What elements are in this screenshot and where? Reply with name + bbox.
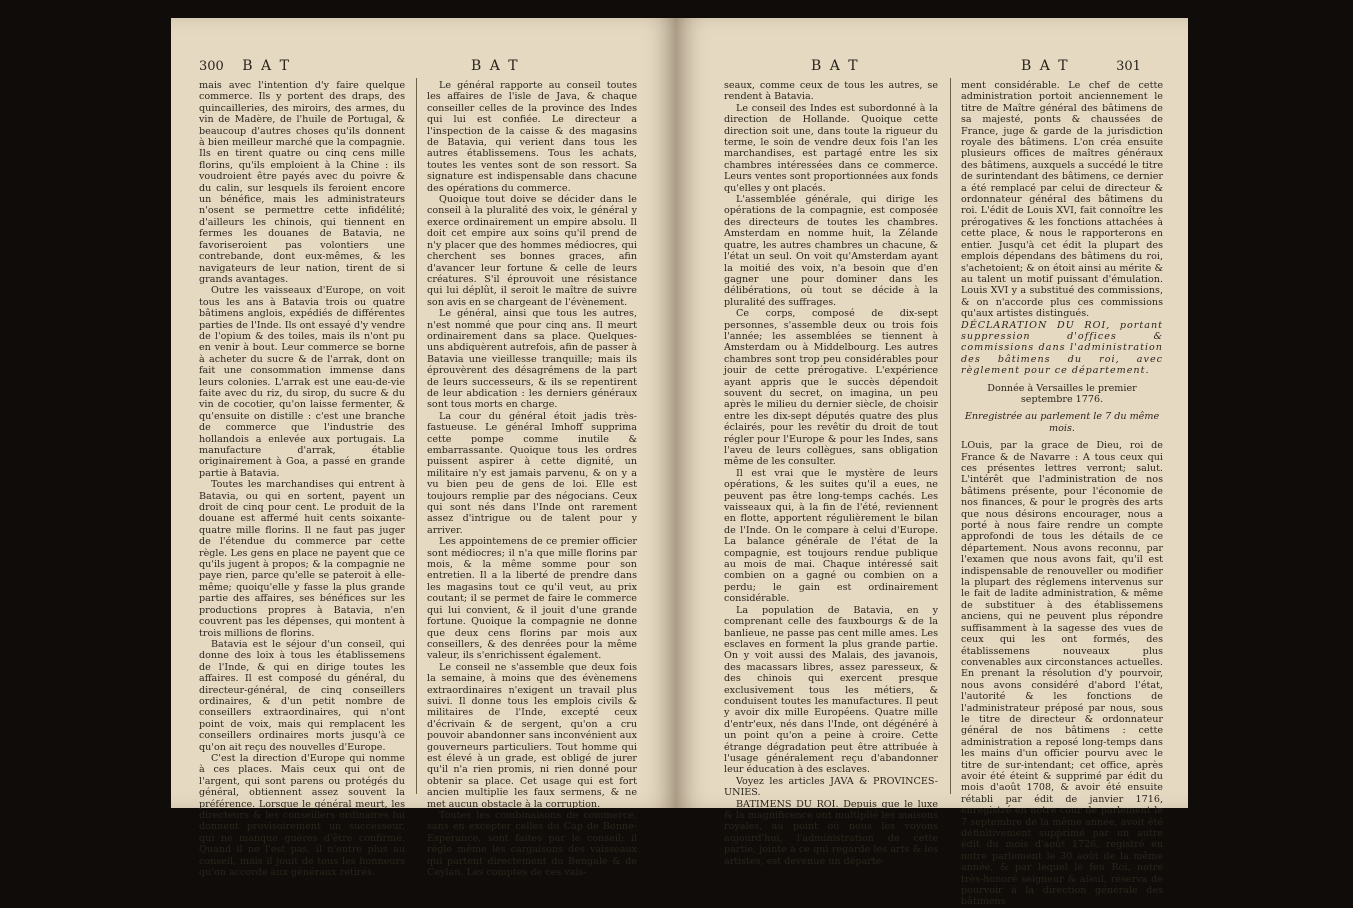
right-page-column-2 [961,80,1163,908]
paragraph: Toutes les marchandises qui entrent à Batavia, ou qui en sortent, payent un droit de cinq pour cent. Le produit de la douane est affermé huit cents soixante-quatre mille florins. Il ne faut pas juger de l'étendue du commerce par cette règle. Les gens en place ne payent que ce qu'ils jugent à propos; & la compagnie ne paye rien, parce qu'elle se pateroit à elle-même; quoiqu'elle y fasse la plus grande partie des affaires, ses bénéfices sur les productions propres à Batavia, n'en couvrent pas les dépenses, qui montent à trois millions de florins. [199,479,405,639]
paragraph: Les appointemens de ce premier officier sont médiocres; il n'a que mille florins par mois, & la même somme pour son entretien. Il a la liberté de prendre dans les magasins tout ce qu'il veut, au prix coutant; il se permet de faire le commerce qui lui convient, & il jouit d'une grande fortune. Quoique la compagnie ne donne que deux cens florins par mois aux conseillers, & des denrées pour la même valeur, ils s'enrichissent également. [427,536,637,662]
paragraph: La cour du général étoit jadis très-fastueuse. Le général Imhoff supprima cette pompe comme inutile & embarrassante. Quoique tous les ordres puissent aspirer à cette dignité, un militaire n'y est jamais parvenu, & on y a vu bien peu de gens de loi. Elle est toujours remplie par des négocians. Ceux qui sont nés dans l'Inde ont rarement assez d'intrigue ou de talent pour y arriver. [427,410,637,536]
left-page-header-left [199,58,291,74]
paragraph: Outre les vaisseaux d'Europe, on voit tous les ans à Batavia trois ou quatre bâtimens anglois, expédiés de différentes parties de l'Inde. Ils ont essayé d'y vendre de l'opium & des toiles, mais ils n'ont pu en venir à bout. Leur commerce se borne à acheter du sucre & de l'arrak, dont on fait une consommation immense dans leurs colonies. L'arrak est une eau-de-vie faite avec du riz, du sirop, du sucre & du vin de cocotier, qu'on laisse fermenter, & qu'ensuite on distille : c'est une branche de commerce que l'industrie des hollandois a enlevée aux portugais. La manufacture d'arrak, établie originairement à Goa, a passé en grande partie à Batavia. [199,285,405,479]
declaration-date: Donnée à Versailles le premier septembre 1776. [987,382,1137,405]
paragraph: C'est la direction d'Europe qui nomme à ces places. Mais ceux qui ont de l'argent, qui sont parens ou protégés du général, obtiennent assez souvent la préférence. Lorsque le général meurt, les directeurs & les conseillers ordinaires lui donnent provisoirement un successeur, qui ne manque guères d'être confirmé. Quand il ne l'est pas, il n'entre plus au conseil, mais il jouit de tous les honneurs qu'on accorde aux généraux retirés. [199,752,405,879]
left-header-word-1: B A T [242,58,291,74]
paragraph: Il est vrai que le mystère de leurs opérations, & les suites qu'il a eues, ne peuvent pas être long-temps cachés. Les vaisseaux qui, à la fin de l'été, reviennent en flotte, apportent régulièrement le bilan de l'Inde. On le compare à celui d'Europe. La balance générale de l'état de la compagnie, est toujours rendue publique au mois de mai. Chaque intéressé sait combien on a gagné ou combien on a perdu; le gain est ordinairement considérable. [724,467,938,605]
paragraph: Le conseil des Indes est subordonné à la direction de Hollande. Quoique cette direction soit une, dans toute la rigueur du terme, le soin de vendre deux fois l'an les marchandises, est partagé entre les six chambres intéressées dans ce commerce. Leurs ventes sont proportionnées aux fonds qu'elles y ont placés. [724,102,938,194]
paragraph: Quoique tout doive se décider dans le conseil à la pluralité des voix, le général y exerce ordinairement un empire absolu. Il doit cet empire aux soins qu'il prend de n'y placer que des hommes médiocres, qui cherchent ses bonnes graces, afin d'avancer leur fortune & celle de leurs créatures. S'il éprouvoit une résistance qui lui déplût, il seroit le maître de suivre son avis en se chargeant de l'évènement. [427,194,637,308]
registration-note: Enregistrée au parlement le 7 du même mois. [964,411,1160,434]
paragraph: L'assemblée générale, qui dirige les opérations de la compagnie, est composée des directeurs de toutes les chambres. Amsterdam en nomme huit, la Zélande quatre, les autres chambres un chacune, & l'état un seul. On voit qu'Amsterdam ayant la moitié des voix, n'a besoin que d'en gagner une pour dominer dans les délibérations, où tout se décide à la pluralité des suffrages. [724,194,938,308]
right-page [676,18,1188,908]
column-divider [950,78,951,794]
right-page-header-left: B A T [811,58,860,74]
left-page-column-2 [427,80,637,879]
paragraph: Ce corps, composé de dix-sept personnes, s'assemble deux ou trois fois l'année; les assemblées se tiennent à Amsterdam ou à Middelbourg. Les autres chambres sont trop peu considérables pour jouir de cette prérogative. L'expérience ayant appris que le succès dépendoit souvent du secret, on imagina, un peu après le milieu du dernier siècle, de choisir entre les dix-sept députés quatre des plus éclairés, pour les revêtir du droit de tout régler pour l'Europe & pour les Indes, sans l'aveu de leurs collègues, sans obligation même de les consulter. [724,308,938,468]
right-page-column-1 [724,80,938,867]
declaration-heading: DÉCLARATION DU ROI, portant suppression d'offices & commissions dans l'administration des bâtimens du roi, avec règlement pour ce département. [961,319,1163,377]
paragraph: Le conseil ne s'assemble que deux fois la semaine, à moins que des évènemens extraordinaires n'exigent un travail plus suivi. Il donne tous les emplois civils & militaires de l'Inde, excepté ceux d'écrivain & de sergent, qu'on a cru pouvoir abandonner sans inconvénient aux gouverneurs particuliers. Tout homme qui est élevé à un grade, est obligé de jurer qu'il n'a rien promis, ni rien donné pour obtenir sa place. Cet usage qui est fort ancien multiplie les faux sermens, & ne met aucun obstacle à la corruption. [427,661,637,810]
left-page-header-right: B A T [471,58,520,74]
left-page [171,18,676,879]
paragraph: BATIMENS DU ROI. Depuis que le luxe & la magnificence ont multiplié les maisons royales, au point où nous les voyons aujourd'hui, l'administration de cette partie, jointe à ce qui regarde les arts & les artistes, est devenue un départe- [724,798,938,867]
left-page-number: 300 [199,59,224,74]
right-page-header-right [1021,58,1141,74]
paragraph: Le général rapporte au conseil toutes les affaires de l'isle de Java, & chaque conseiller celles de la province des Indes qui lui est confiée. Le directeur a l'inspection de la caisse & des magasins de Batavia, qui verient dans tous les autres établissemens. Tous les achats, toutes les ventes sont de son ressort. Sa signature est indispensable dans chacune des opérations du commerce. [427,80,637,194]
right-page-number: 301 [1116,59,1141,74]
paragraph: Le général, ainsi que tous les autres, n'est nommé que pour cinq ans. Il meurt ordinairement dans sa place. Quelques-uns abdiquèrent autrefois, afin de passer à Batavia une vieillesse tranquille; mais ils éprouvèrent des désagrémens de la part de leurs successeurs, & ils se repentirent de leur abdication : les derniers généraux sont tous morts en charge. [427,308,637,411]
right-header-word-2: B A T [1021,58,1070,74]
paragraph: Batavia est le séjour d'un conseil, qui donne des loix à tous les établissemens de l'Inde, & qui en dirige toutes les affaires. Il est composé du général, du directeur-général, de cinq conseillers ordinaires, & d'un petit nombre de conseillers extraordinaires, qui n'ont point de voix, mais qui remplacent les conseillers ordinaires morts jusqu'à ce qu'on ait reçu des nouvelles d'Europe. [199,638,405,753]
paragraph: La population de Batavia, en y comprenant celle des fauxbourgs & de la banlieue, ne passe pas cent mille ames. Les esclaves en forment la plus grande partie. On y voit aussi des Malais, des javanois, des macassars libres, assez paresseux, & des chinois qui exercent presque exclusivement tous les métiers, & conduisent toutes les manufactures. Il peut y avoir dix mille Européens. Quatre mille d'entr'eux, nés dans l'Inde, ont dégénéré à un point qu'on a peine à croire. Cette étrange dégradation peut être attribuée à l'usage généralement reçu d'abandonner leur éducation à des esclaves. [724,604,938,776]
paragraph: Toutes les combinaisons de commerce, sans en excepter celles du Cap de Bonne-Espérance, sont faites par le conseil; il règle même les cargaisons des vaisseaux qui partent directement du Bengale & de Ceylan. Les comptes de ces vais- [427,810,637,879]
paragraph: Voyez les articles JAVA & PROVINCES-UNIES. [724,775,938,799]
left-page-column-1 [199,80,405,879]
paragraph: seaux, comme ceux de tous les autres, se rendent à Batavia. [724,80,938,103]
paragraph: mais avec l'intention d'y faire quelque commerce. Ils y portent des draps, des quincailleries, des miroirs, des armes, du vin de Madère, de l'huile de Portugal, & beaucoup d'autres choses qu'ils donnent à bien meilleur marché que la compagnie. Ils en tirent quatre ou cinq cens mille florins, qu'ils emploient à la Chine : ils voudroient être payés avec du poivre & du calin, sur lesquels ils feroient encore un bénéfice, mais les administrateurs n'osent se permettre cette infidélité; d'ailleurs les chinois, qui tiennent en fermes les douanes de Batavia, ne favoriseroient pas volontiers une contrebande, dont eux-mêmes, & les navigateurs de leur nation, tirent de si grands avantages. [199,80,405,285]
paragraph: ment considérable. Le chef de cette administration portoit anciennement le titre de Maître général des bâtimens de sa majesté, ponts & chaussées de France, juge & garde de la jurisdiction royale des bâtimens. L'on créa ensuite plusieurs offices de maîtres généraux des bâtimens, auxquels a succédé le titre de surintendant des bâtimens, ce dernier a été remplacé par celui de directeur & ordonnateur général des bâtimens du roi. L'édit de Louis XVI, fait connoître les prérogatives & les fonctions attachées à cette place, & nous le rapporterons en entier. Jusqu'à cet édit la plupart des emplois dépendans des bâtimens du roi, s'achetoient; & on étoit ainsi au mérite & au talent un motif puissant d'émulation. Louis XVI y a substitué des commissions, & on n'accorde plus ces commissions qu'aux artistes distingués. [961,80,1163,320]
column-divider [416,78,417,794]
paragraph: LOuis, par la grace de Dieu, roi de France & de Navarre : A tous ceux qui ces présentes lettres verront; salut. L'intérêt que l'administration de nos bâtimens présente, pour l'économie de nos finances, & pour le progrès des arts que nous désirons encourager, nous a porté à nous faire rendre un compte approfondi de tous les détails de ce département. Nous avons reconnu, par l'examen que nous avons fait, qu'il est indispensable de renouveller ou modifier la plupart des réglemens intervenus sur le fait de ladite administration, & même de substituer à des établissemens anciens, qui ne peuvent plus répondre suffisamment à la sagesse des vues de ceux qui les ont formés, des établissemens nouveaux plus convenables aux circonstances actuelles. En prenant la résolution d'y pourvoir, nous avons considéré d'abord l'état, l'autorité & les fonctions de l'administrateur préposé par nous, sous le titre de directeur & ordonnateur général de nos bâtimens : cette administration a reposé long-temps dans les mains d'un officier pourvu avec le titre de sur-intendant; cet office, après avoir été éteint & supprimé par édit du mois d'août 1708, & avoir été ensuite rétabli par édit de janvier 1716, enregistré en notre cour de parlement le 7 septembre de la même année, avoit été définitivement supprimé par un autre édit du mois d'août 1726, registré en notre parlement le 30 août de la même année, & par lequel le feu Roi, notre très-honoré seigneur & aïeul, réserva de pourvoir à la direction générale des bâtimens [961,440,1163,908]
